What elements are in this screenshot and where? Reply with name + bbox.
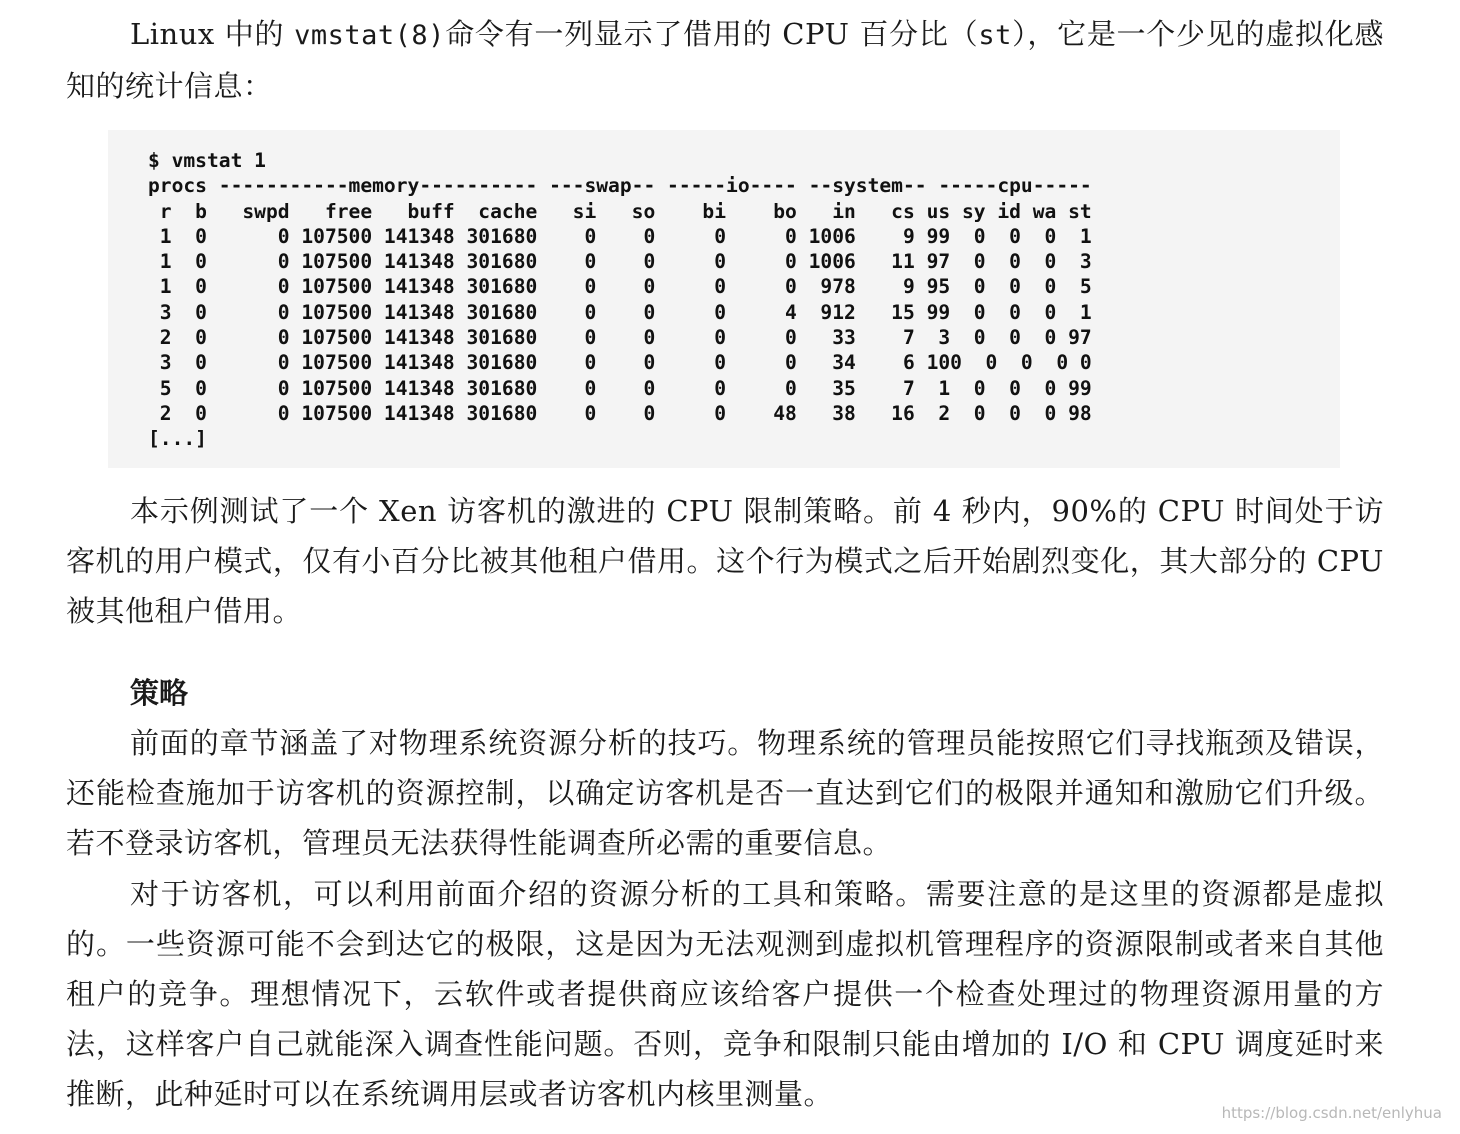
data-row-line: 1 0 0 107500 141348 301680 0 0 0 0 1006 11 97 0 0 0 3 <box>148 250 1092 274</box>
strategy-paragraph-2: 对于访客机，可以利用前面介绍的资源分析的工具和策略。需要注意的是这里的资源都是虚拟的。一些资源可能不会到达它的极限，这是因为无法观测到虚拟机管理程序的资源限制或者来自其他租户的竞争。理想情况下，云软件或者提供商应该给客户提供一个检查处理过的物理资源用量的方法，这样客户自己就能深入调查性能问题。否则，竞争和限制只能由增加的 I/O 和 CPU 调度延时来推断，此种延时可以在系统调用层或者访客机内核里测量。 <box>66 877 1384 1111</box>
st-column-name: st <box>978 20 1012 51</box>
data-row-line: 5 0 0 107500 141348 301680 0 0 0 0 35 7 1 0 0 0 99 <box>148 376 1092 400</box>
data-row-line: 3 0 0 107500 141348 301680 0 0 0 0 34 6 100 0 0 0 0 <box>148 351 1092 375</box>
strategy-paragraph-1: 前面的章节涵盖了对物理系统资源分析的技巧。物理系统的管理员能按照它们寻找瓶颈及错误，还能检查施加于访客机的资源控制，以确定访客机是否一直达到它们的极限并通知和激励它们升级。若不登录访客机，管理员无法获得性能调查所必需的重要信息。 <box>66 726 1384 860</box>
intro-text-before: Linux 中的 <box>130 17 295 51</box>
code-block <box>108 130 1340 468</box>
intro-text-after: ），它是一个少见的虚拟化感知的统计信息： <box>66 17 1384 103</box>
result-paragraph: 本示例测试了一个 Xen 访客机的激进的 CPU 限制策略。前 4 秒内，90%的 CPU 时间处于访客机的用户模式，仅有小百分比被其他租户借用。这个行为模式之后开始剧烈变化，其大部分的 CPU 被其他租户借用。 <box>66 494 1384 628</box>
source-watermark: https://blog.csdn.net/enlyhua <box>1221 1104 1442 1122</box>
data-row-line: 2 0 0 107500 141348 301680 0 0 0 0 33 7 3 0 0 0 97 <box>148 326 1092 350</box>
data-row-line: 2 0 0 107500 141348 301680 0 0 0 48 38 16 2 0 0 0 98 <box>148 401 1092 425</box>
data-row-line: 1 0 0 107500 141348 301680 0 0 0 0 978 9 95 0 0 0 5 <box>148 275 1092 299</box>
vmstat-output <box>148 148 1092 452</box>
column-header-line: r b swpd free buff cache si so bi bo in cs us sy id wa st <box>148 199 1092 223</box>
data-row-line: 3 0 0 107500 141348 301680 0 0 0 4 912 15 99 0 0 0 1 <box>148 300 1092 324</box>
data-row-line: 1 0 0 107500 141348 301680 0 0 0 0 1006 9 99 0 0 0 1 <box>148 224 1092 248</box>
intro-text-middle: 命令有一列显示了借用的 CPU 百分比（ <box>444 17 979 51</box>
intro-paragraph <box>66 9 1384 111</box>
group-header-line: procs -----------memory---------- ---swap-- -----io---- --system-- -----cpu----- <box>148 174 1092 198</box>
section-heading: 策略 <box>130 676 189 710</box>
command-line: $ vmstat 1 <box>148 149 266 172</box>
vmstat-command: vmstat(8) <box>294 20 445 51</box>
ellipsis-line: [...] <box>148 427 207 451</box>
